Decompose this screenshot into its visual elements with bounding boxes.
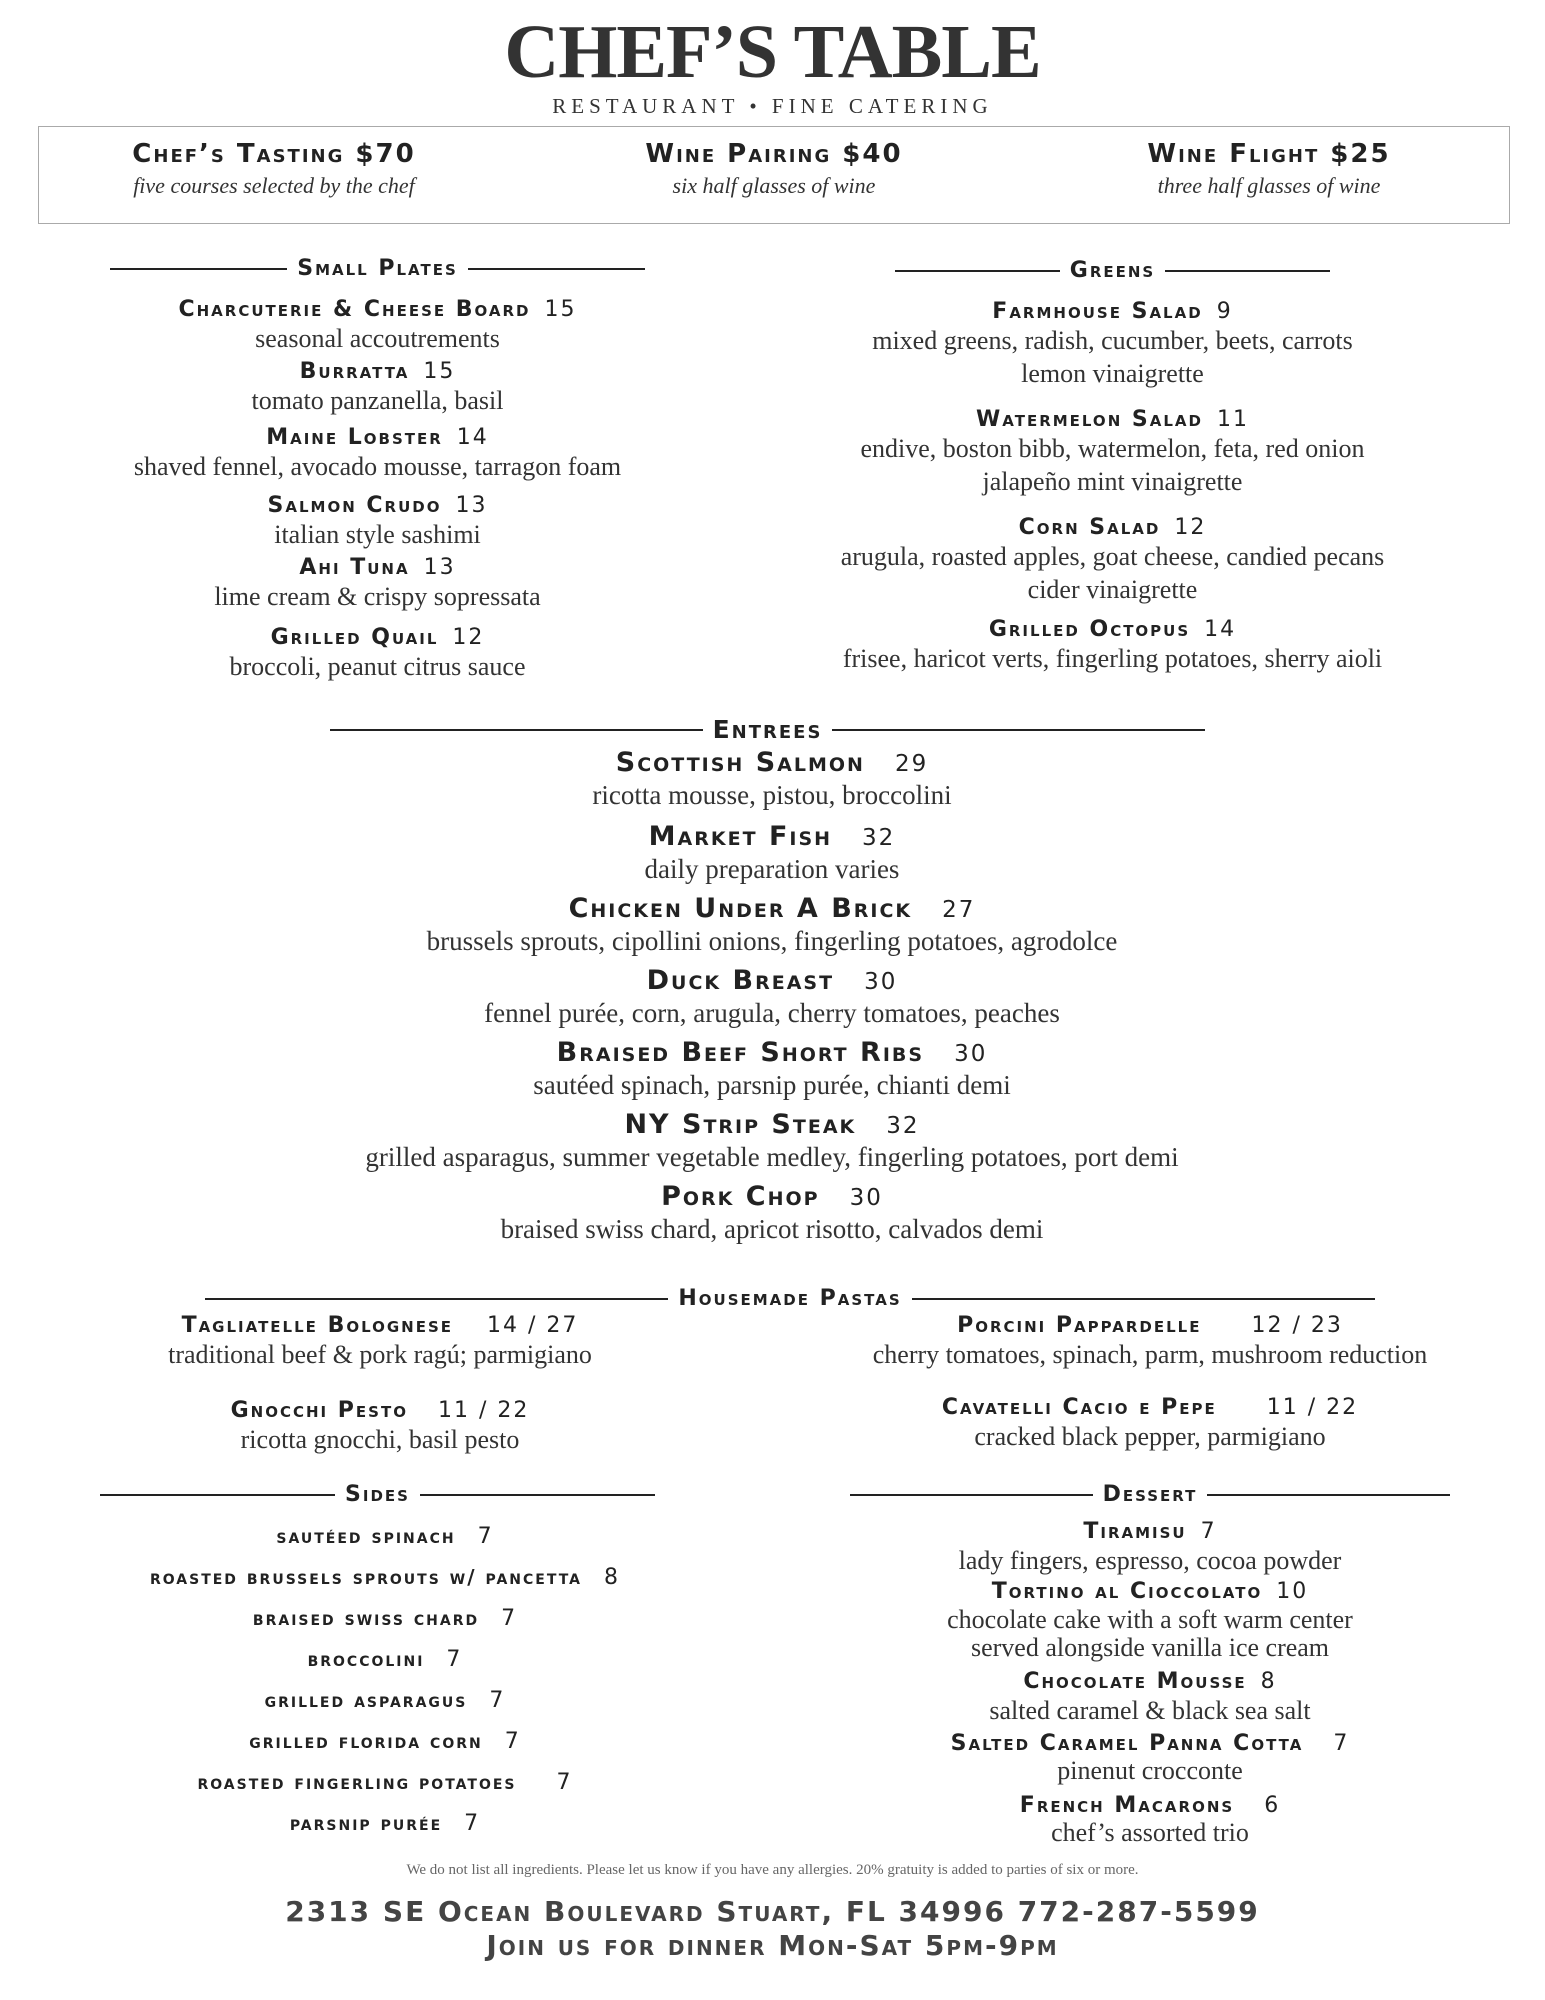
item-description: lady fingers, espresso, cocoa powder [958,1546,1342,1575]
section-header-pastas [205,1286,1375,1311]
item-description-line2: jalapeño mint vinaigrette [982,467,1243,496]
item-name: Porcini Pappardelle [957,1313,1202,1338]
item-price: 11 / 22 [1266,1395,1359,1420]
tagline: RESTAURANT • FINE CATERING [552,94,993,118]
item-price: 7 [504,1729,521,1754]
item-description: broccoli, peanut citrus sauce [229,652,526,681]
pasta-item-4 [810,1394,1490,1452]
item-description: tomato panzanella, basil [251,386,504,415]
menu-item [272,820,1272,884]
item-price: 7 [464,1811,481,1836]
offer-title: Chef’s Tasting $70 [132,139,416,169]
item-description: ricotta mousse, pistou, broccolini [592,780,952,810]
item-description: grilled asparagus, summer vegetable medley, fingerling potatoes, port demi [365,1142,1179,1172]
side-item [50,1803,720,1844]
item-name: Ahi Tuna [299,555,410,580]
item-price: 11 / 22 [437,1398,530,1423]
item-price: 7 [1200,1519,1217,1544]
item-price: 9 [1216,299,1233,324]
menu-item [272,746,1272,810]
item-name: Tiramisu [1083,1519,1187,1544]
tasting-offers-box [38,126,1510,224]
item-description: salted caramel & black sea salt [989,1696,1311,1725]
item-name: Farmhouse Salad [992,299,1203,324]
menu-item [272,892,1272,956]
item-price: 32 [886,1113,920,1139]
item-name: Cavatelli Cacio e Pepe [941,1395,1217,1420]
item-price: 15 [423,359,456,384]
section-title: Small Plates [297,256,458,281]
section-header-greens [895,258,1330,283]
item-description: cracked black pepper, parmigiano [974,1422,1326,1451]
offer-description: six half glasses of wine [672,173,876,198]
menu-item [785,298,1440,392]
section-title: Entrees [712,715,823,744]
item-name: Gnocchi Pesto [230,1398,408,1423]
greens-list [785,298,1440,674]
item-price: 30 [864,969,898,995]
item-name: braised swiss chard [252,1606,480,1630]
offer-description: five courses selected by the chef [133,173,415,198]
offer-wine-pairing [554,139,994,199]
item-price: 14 / 27 [487,1313,579,1338]
item-description: frisee, haricot verts, fingerling potatoes, sherry aioli [842,644,1383,673]
item-name: Maine Lobster [266,425,443,450]
item-name: Salted Caramel Panna Cotta [950,1731,1304,1756]
menu-item [272,1036,1272,1100]
item-name: Grilled Octopus [988,617,1191,642]
menu-item [80,358,675,416]
item-description: chocolate cake with a soft warm center [947,1605,1353,1634]
item-description: brussels sprouts, cipollini onions, fingerling potatoes, agrodolce [426,926,1118,956]
item-name: NY Strip Steak [624,1109,857,1140]
item-description: cherry tomatoes, spinach, parm, mushroom reduction [872,1340,1428,1369]
item-description: braised swiss chard, apricot risotto, calvados demi [500,1214,1044,1244]
side-item [50,1598,720,1639]
section-header-entrees [330,715,1205,744]
menu-item [785,514,1440,608]
item-description: sautéed spinach, parsnip purée, chianti demi [533,1070,1011,1100]
item-price: 6 [1264,1793,1281,1818]
item-description-line2: cider vinaigrette [1027,575,1198,604]
item-description-line2: served alongside vanilla ice cream [970,1633,1330,1662]
side-item [50,1721,720,1762]
item-name: broccolini [307,1647,425,1671]
side-item [50,1762,720,1803]
item-name: grilled asparagus [264,1688,468,1712]
item-name: Watermelon Salad [976,407,1203,432]
item-description: ricotta gnocchi, basil pesto [240,1425,520,1454]
item-price: 12 [452,625,485,650]
item-name: Braised Beef Short Ribs [556,1037,925,1068]
item-price: 12 / 23 [1251,1313,1343,1338]
item-price: 29 [894,751,929,777]
item-name: sautéed spinach [276,1524,456,1548]
item-price: 7 [501,1606,518,1631]
menu-item [272,964,1272,1028]
item-price: 32 [862,825,896,851]
item-price: 14 [1204,617,1237,642]
item-price: 15 [544,297,577,322]
side-item [50,1680,720,1721]
item-price: 30 [849,1185,883,1211]
offer-description: three half glasses of wine [1157,173,1381,198]
section-header-sides [100,1482,655,1507]
section-header-dessert [850,1482,1450,1507]
offer-title: Wine Flight $25 [1147,139,1391,169]
menu-item [272,1180,1272,1244]
item-price: 10 [1276,1579,1309,1604]
item-price: 8 [1260,1669,1277,1694]
item-description: pinenut crocconte [1057,1756,1243,1785]
item-name: Tagliatelle Bolognese [181,1313,454,1338]
item-name: Duck Breast [646,965,835,996]
item-description: lime cream & crispy sopressata [214,582,541,611]
menu-item [830,1792,1470,1846]
item-price: 27 [942,897,976,923]
menu-item [80,424,675,482]
item-price: 30 [954,1041,988,1067]
item-name: Corn Salad [1018,515,1161,540]
item-description: shaved fennel, avocado mousse, tarragon foam [133,452,622,481]
menu-item [272,1108,1272,1172]
menu-item [80,624,675,682]
menu-item [80,296,675,354]
allergy-note: We do not list all ingredients. Please let us know if you have any allergies. 20% gratuity is added to parties of six or more. [406,1862,1139,1878]
item-description: daily preparation varies [644,854,900,884]
item-name: grilled florida corn [249,1729,483,1753]
item-description: endive, boston bibb, watermelon, feta, red onion [860,434,1365,463]
item-description: mixed greens, radish, cucumber, beets, carrots [872,326,1353,355]
section-header-small-plates [110,256,645,281]
item-price: 7 [446,1647,463,1672]
item-name: French Macarons [1019,1793,1235,1818]
small-plates-list [80,296,675,682]
section-title: Dessert [1102,1482,1198,1507]
menu-item [785,616,1440,674]
item-price: 12 [1174,515,1207,540]
item-name: Salmon Crudo [267,493,442,518]
section-title: Greens [1069,258,1156,283]
item-price: 14 [456,425,489,450]
item-price: 8 [604,1565,621,1590]
item-price: 7 [1333,1731,1350,1756]
item-price: 7 [489,1688,506,1713]
offer-wine-flight [1049,139,1489,199]
item-name: Burratta [299,359,410,384]
item-price: 7 [477,1524,494,1549]
item-price: 13 [455,493,488,518]
pasta-item-3 [90,1397,670,1455]
side-item [50,1639,720,1680]
item-name: parsnip purée [289,1811,443,1835]
item-name: Market Fish [648,821,833,852]
sides-list [50,1516,720,1844]
pasta-item-1 [90,1312,670,1370]
item-name: Tortino al Cioccolato [991,1579,1263,1604]
menu-item [80,492,675,550]
item-description-line2: lemon vinaigrette [1021,359,1204,388]
item-description: italian style sashimi [274,520,481,549]
item-name: Chicken Under A Brick [568,893,913,924]
item-description: fennel purée, corn, arugula, cherry tomatoes, peaches [484,998,1060,1028]
section-title: Housemade Pastas [678,1286,902,1311]
item-description: arugula, roasted apples, goat cheese, candied pecans [840,542,1385,571]
section-title: Sides [345,1482,410,1507]
item-description: chef’s assorted trio [1051,1818,1249,1847]
side-item [50,1557,720,1598]
offer-chefs-tasting [54,139,494,199]
hours-line: Join us for dinner Mon-Sat 5pm-9pm [486,1929,1059,1962]
menu-item [830,1518,1470,1576]
restaurant-logo: CHEF’S TABLE [504,10,1041,94]
item-name: Pork Chop [661,1181,820,1212]
address-line: 2313 SE Ocean Boulevard Stuart, FL 34996 772-287-5599 [285,1895,1260,1928]
pasta-item-2 [810,1312,1490,1370]
menu-item [785,406,1440,500]
dessert-list [830,1518,1470,1846]
item-name: roasted fingerling potatoes [197,1770,517,1794]
item-price: 7 [556,1770,573,1795]
item-name: Scottish Salmon [615,747,865,778]
address-block [0,1895,1545,1963]
item-name: Chocolate Mousse [1023,1669,1247,1694]
item-price: 13 [423,555,456,580]
side-item [50,1516,720,1557]
item-description: traditional beef & pork ragú; parmigiano [168,1340,592,1369]
item-description: seasonal accoutrements [255,324,500,353]
menu-item [830,1730,1470,1784]
item-name: Charcuterie & Cheese Board [178,297,531,322]
item-price: 11 [1216,407,1249,432]
menu-item [830,1578,1470,1662]
menu-item [80,554,675,612]
item-name: Grilled Quail [270,625,439,650]
menu-item [830,1668,1470,1726]
item-name: roasted brussels sprouts w/ pancetta [149,1565,583,1589]
offer-title: Wine Pairing $40 [645,139,903,169]
entrees-list [272,746,1272,1244]
